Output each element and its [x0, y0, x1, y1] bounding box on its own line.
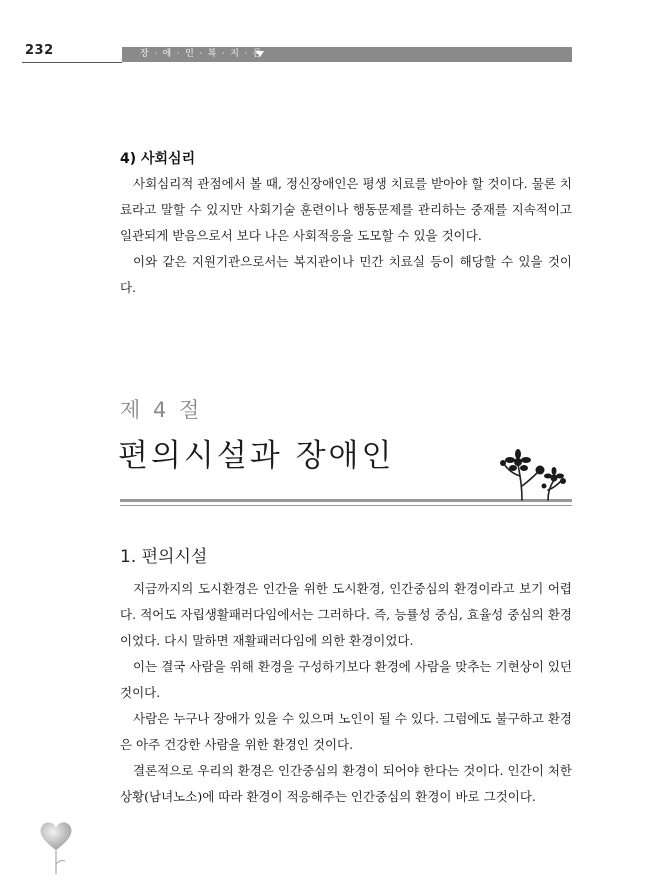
section-number: 제 4 절 — [120, 398, 203, 422]
flower-decoration-icon — [496, 446, 576, 502]
paragraph: 결론적으로 우리의 환경은 인간중심의 환경이 되어야 한다는 것이다. 인간이 처한 상황(남녀노소)에 따라 환경이 적응해주는 인간중심의 환경이 바로 그것이다. — [120, 763, 572, 804]
paragraph: 사회심리적 관점에서 볼 때, 정신장애인은 평생 치료를 받아야 할 것이다. 물론 치료라고 말할 수 있지만 사회기술 훈련이나 행동문제를 관리하는 중재를 지속적이고 일관되게 받음으로서 보다 나은 사회적응을 도모할 수 있을 것이다. — [120, 176, 572, 243]
header-marker-triangle-icon — [256, 51, 264, 57]
heart-decoration-icon — [36, 820, 76, 876]
section-b-body — [120, 576, 572, 810]
page-number: 232 — [25, 43, 54, 58]
header-rule — [22, 62, 122, 63]
running-header-title: 장·애·인·복·지·론 — [140, 49, 267, 59]
paragraph: 지금까지의 도시환경은 인간을 위한 도시환경, 인간중심의 환경이라고 보기 어렵다. 적어도 자립생활패러다임에서는 그러하다. 즉, 능률성 중심, 효율성 중심의 환경이었다. 다시 말하면 재활패러다임에 의한 환경이었다. — [120, 581, 572, 648]
paragraph: 사람은 누구나 장애가 있을 수 있으며 노인이 될 수 있다. 그럼에도 불구하고 환경은 아주 건강한 사람을 위한 환경인 것이다. — [120, 711, 572, 752]
section-title: 편의시설과 장애인 — [118, 438, 395, 474]
paragraph: 이와 같은 지원기관으로서는 복지관이나 민간 치료실 등이 해당할 수 있을 것이다. — [120, 254, 572, 295]
title-rule-thin — [120, 505, 572, 506]
paragraph: 이는 결국 사람을 위해 환경을 구성하기보다 환경에 사람을 맞추는 기현상이 있던 것이다. — [120, 659, 572, 700]
subsection-heading: 1. 편의시설 — [120, 547, 208, 567]
section-a-body — [120, 171, 572, 301]
subsection-heading: 4) 사회심리 — [120, 151, 196, 167]
